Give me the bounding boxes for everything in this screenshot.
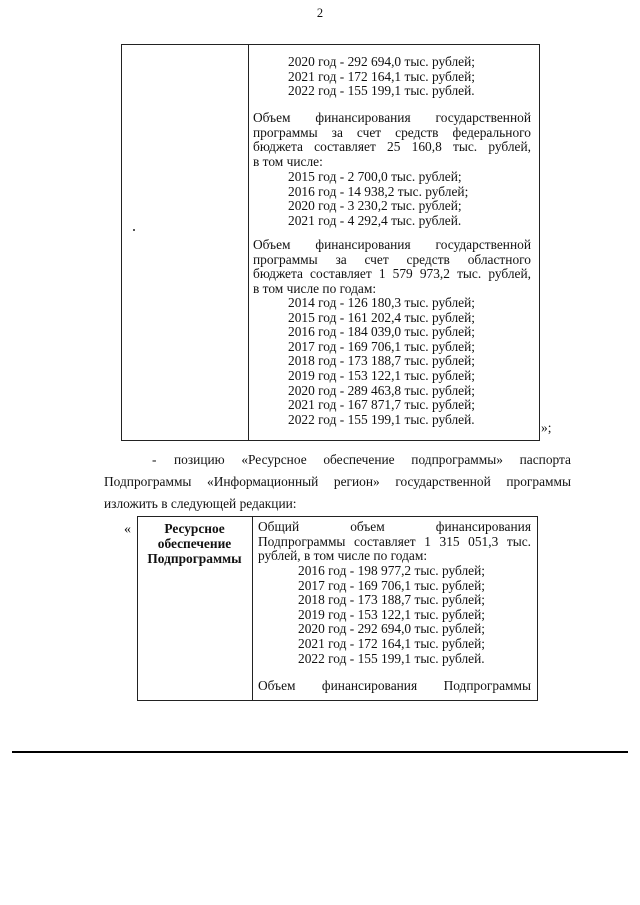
year-line: 2020 год - 289 463,8 тыс. рублей; (288, 382, 475, 398)
resource-label-line: обеспечение (157, 536, 232, 551)
year-line: 2015 год - 2 700,0 тыс. рублей; (288, 169, 462, 184)
year-line: 2017 год - 169 706,1 тыс. рублей; (298, 577, 485, 593)
year-line: 2021 год - 172 164,1 тыс. рублей; (288, 68, 475, 84)
federal-text-line: программы за счет средств федерального (253, 124, 531, 140)
year-line: 2014 год - 126 180,3 тыс. рублей; (288, 295, 475, 310)
resource-label-line: Ресурсное (164, 521, 225, 536)
regional-text-line: программы за счет средств областного (253, 251, 531, 267)
year-line: 2022 год - 155 199,1 тыс. рублей. (288, 411, 475, 427)
year-line: 2019 год - 153 122,1 тыс. рублей; (298, 606, 485, 622)
year-line: 2021 год - 4 292,4 тыс. рублей. (288, 212, 462, 228)
list-dash: - (152, 452, 157, 467)
total-text-line: Подпрограммы составляет 1 315 051,3 тыс. (258, 533, 531, 549)
year-line: 2022 год - 155 199,1 тыс. рублей. (288, 83, 475, 99)
year-line: 2019 год - 153 122,1 тыс. рублей; (288, 367, 475, 383)
year-line: 2018 год - 173 188,7 тыс. рублей; (288, 353, 475, 369)
year-line: 2020 год - 292 694,0 тыс. рублей; (298, 621, 485, 637)
page-divider (12, 751, 628, 753)
opening-quote-mark: « (124, 522, 131, 537)
regional-text-line: бюджета составляет 1 579 973,2 тыс. рублей, (253, 266, 531, 282)
year-line: 2020 год - 292 694,0 тыс. рублей; (288, 54, 475, 69)
total-text-line: рублей, в том числе по годам: (258, 548, 428, 564)
year-line: 2016 год - 14 938,2 тыс. рублей; (288, 183, 469, 199)
resource-label-line: Подпрограммы (147, 551, 242, 566)
year-line: 2021 год - 167 871,7 тыс. рублей; (288, 397, 475, 413)
total-text-line: Общий объем финансирования (258, 519, 531, 534)
year-line: 2015 год - 161 202,4 тыс. рублей; (288, 309, 475, 325)
federal-text-line: в том числе: (253, 153, 323, 169)
table-1-top-years (288, 55, 475, 99)
subprogram-years (298, 564, 485, 666)
year-line: 2021 год - 172 164,1 тыс. рублей; (298, 635, 485, 651)
paragraph-line-3: изложить в следующей редакции: (104, 496, 297, 511)
federal-text-line: Объем финансирования государственной (253, 110, 531, 125)
year-line: 2017 год - 169 706,1 тыс. рублей; (288, 338, 475, 354)
regional-years (288, 296, 475, 427)
table-2-column-divider (252, 516, 253, 700)
resource-label (138, 521, 251, 566)
year-line: 2016 год - 198 977,2 тыс. рублей; (298, 563, 485, 578)
paragraph-line-1: позицию «Ресурсное обеспечение подпрограммы» паспорта (174, 452, 571, 467)
paragraph-line-2: Подпрограммы «Информационный регион» государственной программы (104, 474, 571, 489)
federal-text-line: бюджета составляет 25 160,8 тыс. рублей, (253, 139, 531, 155)
regional-funding-block (253, 238, 531, 296)
closing-quote-mark: »; (541, 420, 552, 435)
subprogram-funding-line: Объем финансирования Подпрограммы (258, 678, 531, 693)
year-line: 2020 год - 3 230,2 тыс. рублей; (288, 198, 462, 214)
year-line: 2016 год - 184 039,0 тыс. рублей; (288, 324, 475, 340)
table-1-column-divider (248, 44, 249, 440)
year-line: 2018 год - 173 188,7 тыс. рублей; (298, 592, 485, 608)
federal-years (288, 170, 468, 228)
regional-text-line: в том числе по годам: (253, 280, 377, 296)
page-number: 2 (316, 6, 324, 20)
federal-funding-block (253, 111, 531, 169)
year-line: 2022 год - 155 199,1 тыс. рублей. (298, 650, 485, 666)
regional-text-line: Объем финансирования государственной (253, 237, 531, 252)
total-funding-block (258, 520, 531, 564)
stray-mark (133, 229, 135, 231)
